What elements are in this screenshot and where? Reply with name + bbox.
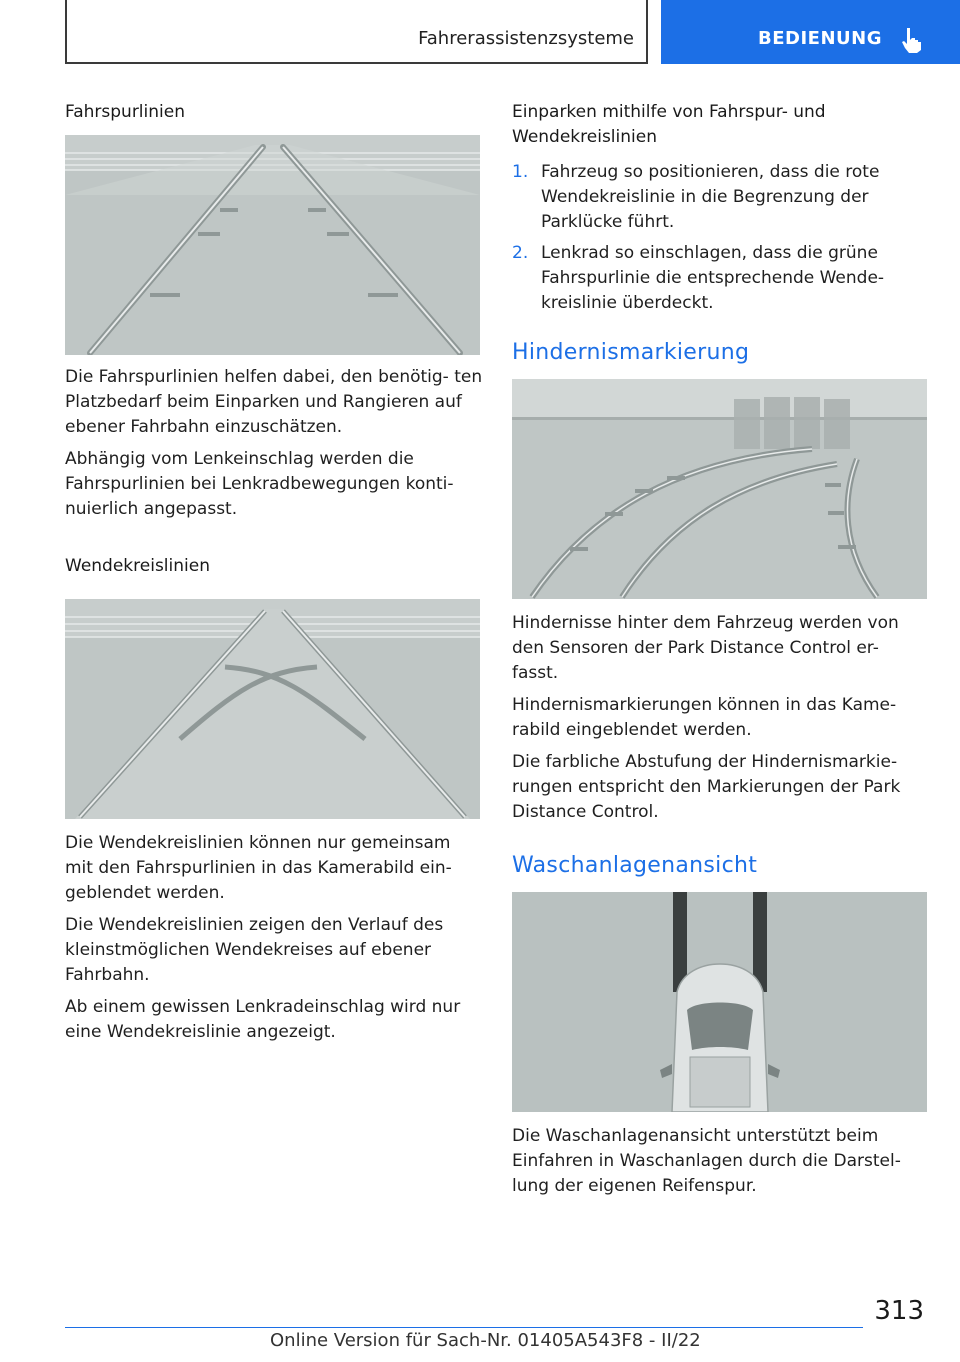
paragraph-turn-1: Die Wendekreislinien können nur gemeinsam mit den Fahrspurlinien in das Kamerabild ein- geblendet werden. <box>65 833 452 903</box>
page-number: 313 <box>874 1296 924 1326</box>
paragraph-obstacle-2: Hindernismarkierungen können in das Kame- rabild eingeblendet werden. <box>512 695 897 740</box>
figure-obstacle-markings <box>512 379 927 599</box>
pointing-hand-icon <box>897 26 927 54</box>
figure-lane-lines <box>65 135 480 355</box>
paragraph-obstacle-3: Die farbliche Abstufung der Hindernismarkie- rungen entspricht den Markierungen der Park Distance Control. <box>512 752 901 822</box>
header-chapter-tab[interactable] <box>661 0 960 64</box>
paragraph-lanes-2: Abhängig vom Lenkeinschlag werden die Fahrspurlinien bei Lenkradbewegungen konti- nuierlich angepasst. <box>65 449 454 519</box>
right-column <box>512 100 930 1206</box>
paragraph-lanes-1: Die Fahrspurlinien helfen dabei, den benötig- ten Platzbedarf beim Einparken und Rangieren auf ebener Fahrbahn einzuschätzen. <box>65 367 483 437</box>
heading-waschanlagenansicht: Waschanlagenansicht <box>512 853 758 878</box>
paragraph-turn-2: Die Wendekreislinien zeigen den Verlauf des kleinstmöglichen Wendekreises auf ebener Fahrbahn. <box>65 915 444 985</box>
parking-steps-list <box>512 160 930 316</box>
header-section-title: Fahrerassistenzsysteme <box>418 28 634 49</box>
figure-turning-circle-lines <box>65 599 480 819</box>
left-column <box>65 100 483 1052</box>
header-section-box <box>65 0 648 64</box>
heading-wendekreislinien: Wendekreislinien <box>65 556 210 576</box>
list-item <box>512 241 930 316</box>
footer-version: Online Version für Sach-Nr. 01405A543F8 - II/22 <box>270 1330 701 1351</box>
step-number: 2. <box>512 243 529 263</box>
step-number: 1. <box>512 162 529 182</box>
paragraph-turn-3: Ab einem gewissen Lenkradeinschlag wird nur eine Wendekreislinie angezeigt. <box>65 997 461 1042</box>
footer-divider <box>65 1327 863 1328</box>
paragraph-obstacle-1: Hindernisse hinter dem Fahrzeug werden von den Sensoren der Park Distance Control er- fasst. <box>512 613 899 683</box>
heading-fahrspurlinien: Fahrspurlinien <box>65 102 185 122</box>
step-text: Lenkrad so einschlagen, dass die grüne Fahrspurlinie die entsprechende Wende- kreislinie überdeckt. <box>541 243 885 313</box>
figure-car-wash-view <box>512 892 927 1112</box>
paragraph-wash-1: Die Waschanlagenansicht unterstützt beim Einfahren in Waschanlagen durch die Darstel- lung der eigenen Reifenspur. <box>512 1126 901 1196</box>
heading-einparken: Einparken mithilfe von Fahrspur- und Wendekreislinien <box>512 102 826 147</box>
heading-hindernismarkierung: Hindernismarkierung <box>512 340 750 365</box>
step-text: Fahrzeug so positionieren, dass die rote Wendekreislinie in die Begrenzung der Parklücke führt. <box>541 162 880 232</box>
list-item <box>512 160 930 235</box>
header-chapter-title: BEDIENUNG <box>758 28 882 49</box>
